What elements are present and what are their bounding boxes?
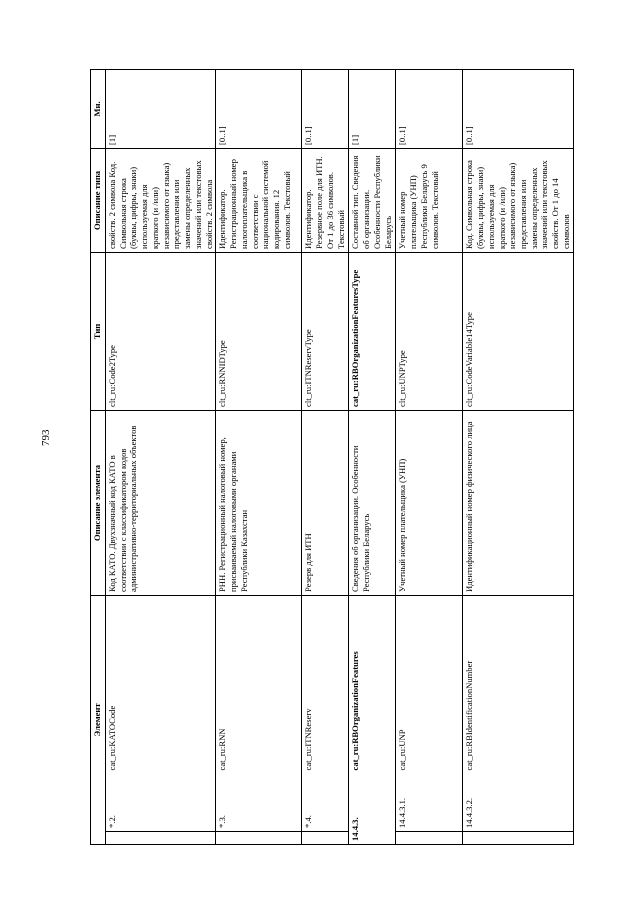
header-multiplicity: Мн.: [91, 69, 106, 148]
table-row: [396, 69, 463, 844]
indent-cell: [302, 832, 349, 845]
element-description: РНН. Регистрационный налоговый номер, присваиваемый налоговыми органами Республики Казахстан: [216, 410, 302, 595]
header-type: Тип: [91, 252, 106, 410]
element-type: cat_ru:RBOrganizationFeaturesType: [349, 252, 396, 410]
element-type: clt_ru:CodeVariable14Type: [463, 252, 573, 410]
multiplicity: [1]: [106, 69, 216, 148]
table-row: [302, 69, 349, 844]
indent-cell: [463, 832, 573, 845]
element-name: cat_ru:KATOCode: [106, 595, 216, 773]
elements-table: [90, 69, 574, 845]
multiplicity: [0..1]: [396, 69, 463, 148]
table-row: [216, 69, 302, 844]
element-type: clt_ru:UNPType: [396, 252, 463, 410]
indent-cell: [216, 832, 302, 845]
row-number: 14.4.3.: [349, 774, 396, 845]
multiplicity: [0..1]: [463, 69, 573, 148]
indent-cell: [106, 832, 216, 845]
header-type-description: Описание типа: [91, 148, 106, 252]
type-description: Учетный номер плательщика (УНП) Республики Беларусь 9 символов. Текстовый: [396, 148, 463, 252]
header-element-description: Описание элемента: [91, 410, 106, 595]
element-name: cat_ru:RBOrganizationFeatures: [349, 595, 396, 773]
element-description: Резерв для ИТН: [302, 410, 349, 595]
indent-cell: [396, 832, 463, 845]
element-description: Код КАТО. Двухзначный код КАТО в соответствии с классификатором кодов административно-территориальных объектов: [106, 410, 216, 595]
row-number: *.2.: [106, 774, 216, 832]
element-type: clt_ru:Code2Type: [106, 252, 216, 410]
element-name: cat_ru:RNN: [216, 595, 302, 773]
row-number: *.3.: [216, 774, 302, 832]
row-number: *.4.: [302, 774, 349, 832]
table-row: [463, 69, 573, 844]
element-type: clt_ru:RNNIDType: [216, 252, 302, 410]
element-description: Идентификационный номер физического лица: [463, 410, 573, 595]
element-type: clt_ru:ITNReservType: [302, 252, 349, 410]
page-number: 793: [40, 429, 52, 446]
type-description: Составной тип. Сведения об организации. Особенности Республики Беларусь: [349, 148, 396, 252]
row-number: 14.4.3.2.: [463, 774, 573, 832]
type-description: свойств. 2 символа Код. Символьная строка (буквы, цифры, знаки) используемая для краткого (и /или) независимого от языка) представления или замены определенных значений или текстовых свойств. 2 символа: [106, 148, 216, 252]
table-row: [106, 69, 216, 844]
type-description: Идентификатор. Резервное поле для ИТН. От 1 до 36 символов. Текстовый: [302, 148, 349, 252]
element-description: Сведения об организации. Особенности Республики Беларусь: [349, 410, 396, 595]
rotated-table-container: [90, 70, 600, 845]
element-name: cat_ru:UNP: [396, 595, 463, 773]
element-name: cat_ru:RBIdentificationNumber: [463, 595, 573, 773]
element-description: Учетный номер плательщика (УНП): [396, 410, 463, 595]
type-description: Код. Символьная строка (буквы, цифры, знаки) используемая для краткого (и /или) независимого от языка) представления или замены определенных значений или текстовых свойств. От 1 до 14 символов: [463, 148, 573, 252]
header-element: Элемент: [91, 595, 106, 844]
table-row: [349, 69, 396, 844]
multiplicity: [1]: [349, 69, 396, 148]
multiplicity: [0..1]: [302, 69, 349, 148]
type-description: Идентификатор. Регистрационный номер налогоплательщика в соответствии с национальной системой кодирования. 12 символов. Текстовый: [216, 148, 302, 252]
row-number: 14.4.3.1.: [396, 774, 463, 832]
multiplicity: [0..1]: [216, 69, 302, 148]
header-row: [91, 69, 106, 844]
element-name: cat_ru:ITNReserv: [302, 595, 349, 773]
